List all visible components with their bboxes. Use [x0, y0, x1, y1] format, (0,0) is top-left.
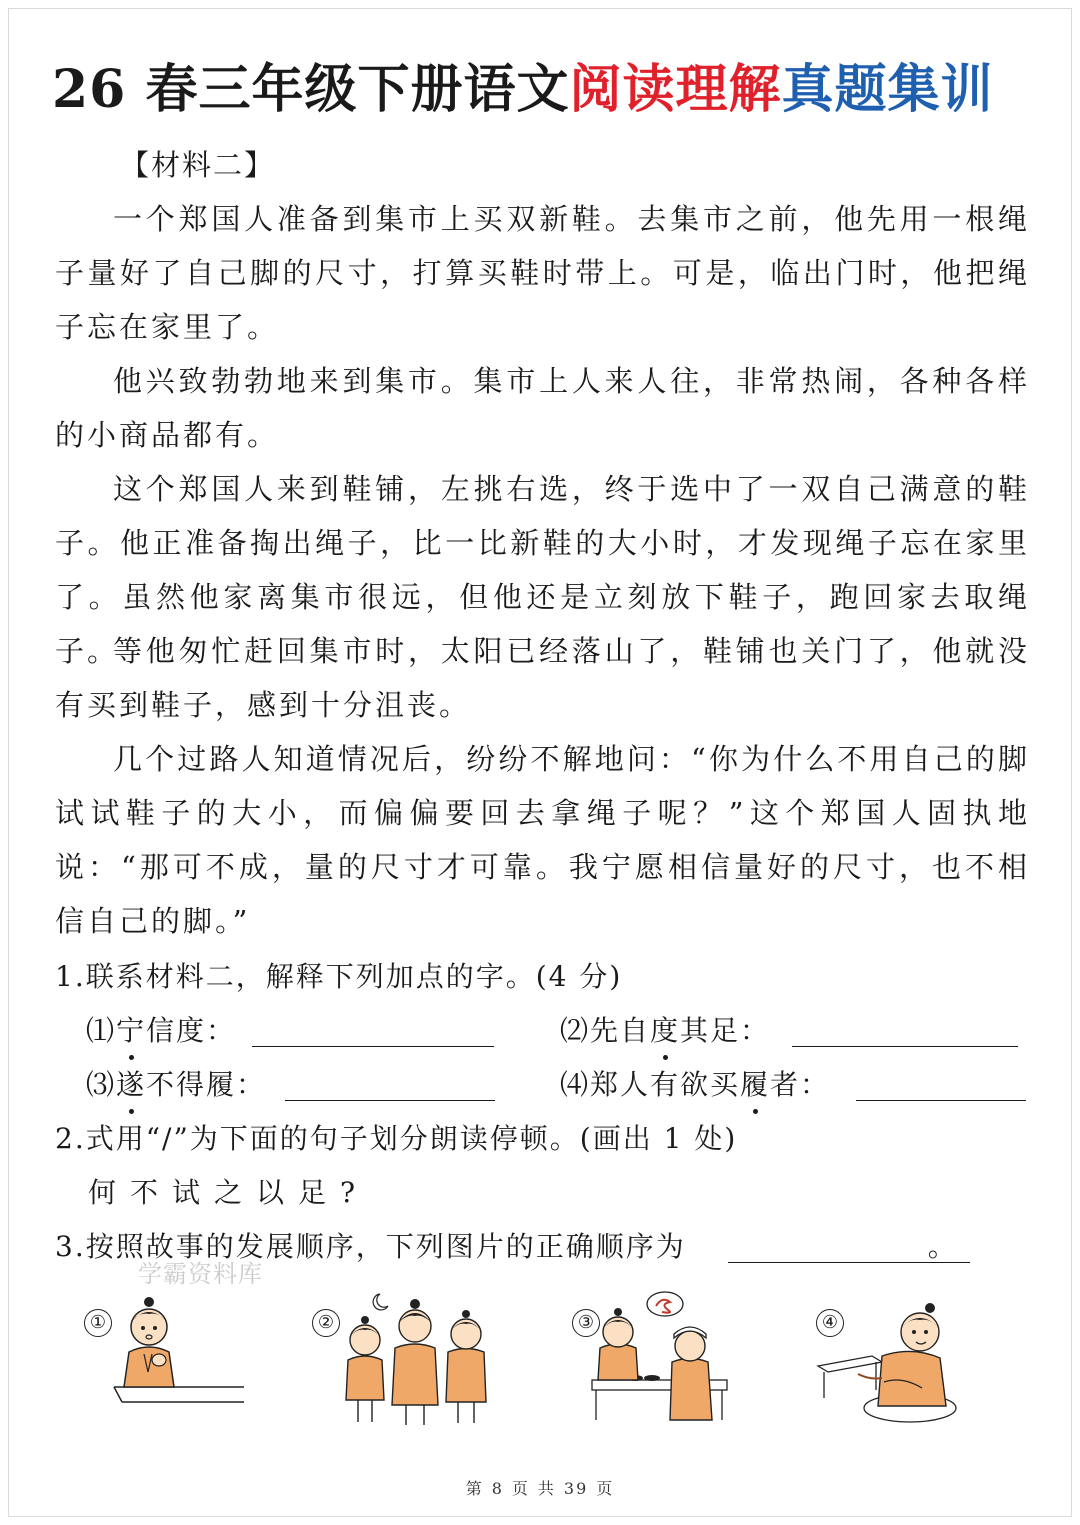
paragraph-5: 几个过路人知道情况后，纷纷不解地问：“你为什么不用自己的脚试试鞋子的大小，而偏偏要回去拿绳子呢？”这个郑国人固执地说：“那可不成，量的尺寸才可靠。我宁愿相信量好的尺寸，也不相信自己的脚。” [55, 742, 1030, 938]
answer-blank-order[interactable] [728, 1262, 970, 1263]
footer-total-pages: 39 [563, 1479, 589, 1498]
footer-page-unit: 页 [511, 1479, 530, 1498]
question-1-item-1 [86, 1004, 236, 1058]
paragraph-3: 这个郑国人来到鞋铺，左挑右选，终于选中了一双自己满意的鞋子。他正准备掏出绳子，比一比新鞋的大小时，才发现绳子忘在家里了。虽然他家离集市很远，但他还是立刻放下鞋子，跑回家去取绳子。 [55, 472, 1030, 668]
section-label: 【材料二】 [120, 148, 276, 182]
question-3-text: 3.按照故事的发展顺序，下列图片的正确顺序为 [55, 1230, 686, 1263]
item-text-after: 信度： [146, 1014, 237, 1047]
paragraph-4: 等他匆忙赶回集市时，太阳已经落山了，鞋铺也关门了，他就没有买到鞋子，感到十分沮丧。 [55, 634, 1030, 722]
dotted-character: 遂 [116, 1058, 146, 1112]
item-text-before: 先自 [590, 1014, 651, 1047]
question-2-stem: 2.式用“/”为下面的句子划分朗读停顿。(画出 1 处) [55, 1122, 738, 1155]
item-number: ⑴ [86, 1014, 117, 1047]
boy-measuring-foot-illustration [812, 1296, 972, 1426]
dotted-character: 履 [740, 1058, 770, 1112]
question-3-end: 。 [927, 1230, 958, 1263]
picture-4-number: ④ [816, 1309, 844, 1337]
classical-sentence[interactable]: 何不试之以足? [88, 1176, 370, 1209]
title-part-reading: 阅读理解 [569, 59, 782, 120]
item-number: ⑵ [560, 1014, 591, 1047]
boy-and-passersby-moon-illustration [340, 1290, 500, 1430]
item-text-after: 其足： [680, 1014, 771, 1047]
answer-blank-3[interactable] [285, 1100, 495, 1101]
question-1-item-4 [560, 1058, 830, 1112]
paragraph-2: 他兴致勃勃地来到集市。集市上人来人往，非常热闹，各种各样的小商品都有。 [55, 364, 1030, 452]
footer-page-number: 8 [491, 1479, 504, 1498]
picture-2-number: ② [312, 1309, 340, 1337]
answer-blank-1[interactable] [252, 1046, 494, 1047]
paragraph-1: 一个郑国人准备到集市上买双新鞋。去集市之前，他先用一根绳子量好了自己脚的尺寸，打算买鞋时带上。可是，临出门时，他把绳子忘在家里了。 [55, 202, 1030, 344]
boy-thinking-with-rope-illustration [104, 1292, 249, 1427]
boy-at-shoe-shop-with-rope-illustration [590, 1290, 740, 1430]
picture-1-number: ① [84, 1309, 112, 1337]
footer-page-label: 第 [465, 1479, 484, 1498]
dotted-character: 度 [650, 1004, 680, 1058]
question-1-item-2 [560, 1004, 770, 1058]
page-title [52, 50, 1042, 130]
question-1-stem: 1.联系材料二，解释下列加点的字。(4 分) [55, 960, 623, 993]
title-part-practice: 真题集训 [781, 59, 994, 120]
page-footer [0, 1476, 1080, 1499]
footer-total-unit: 页 [596, 1479, 615, 1498]
question-1-item-3 [86, 1058, 266, 1112]
item-text-after: 者： [770, 1068, 831, 1101]
item-text-after: 不得履： [146, 1068, 267, 1101]
item-text-before: 郑人有欲买 [590, 1068, 741, 1101]
dotted-character: 宁 [116, 1004, 146, 1058]
watermark: 学霸资料库 [138, 1260, 263, 1288]
footer-total-label: 共 [537, 1479, 556, 1498]
picture-3-number: ③ [572, 1309, 600, 1337]
answer-blank-2[interactable] [792, 1046, 1018, 1047]
answer-blank-4[interactable] [856, 1100, 1026, 1101]
item-number: ⑶ [86, 1068, 117, 1101]
item-number: ⑷ [560, 1068, 591, 1101]
title-part-grade: 26 春三年级下册语文 [52, 59, 570, 120]
